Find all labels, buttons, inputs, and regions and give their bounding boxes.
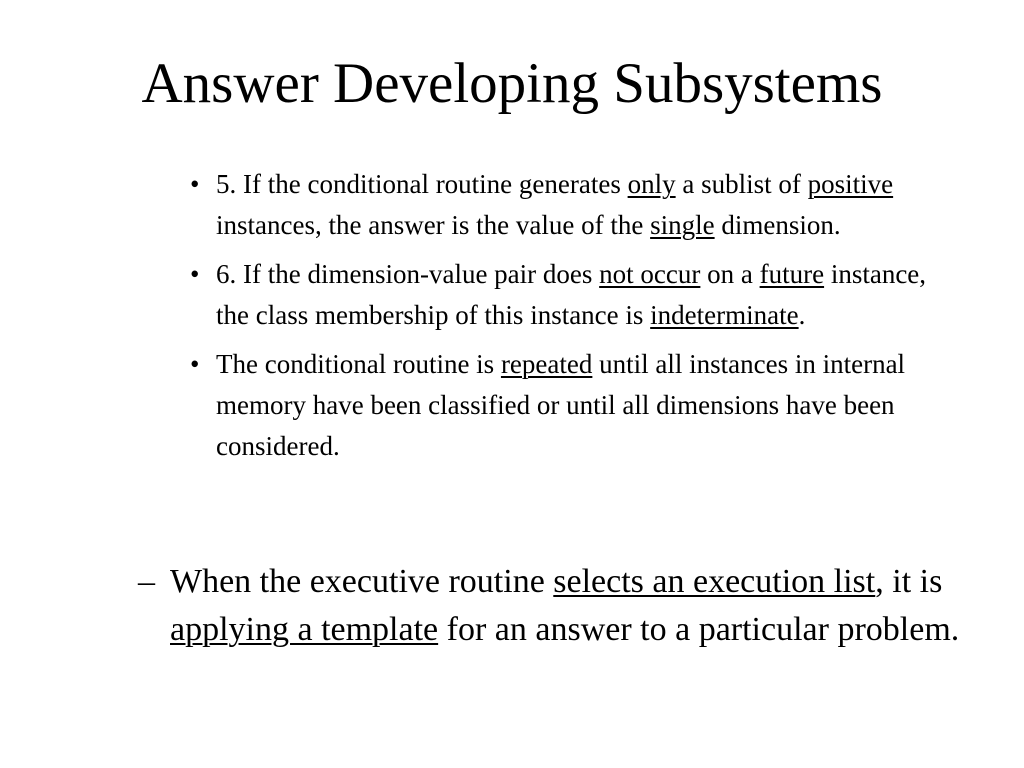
text-run: .	[798, 300, 806, 330]
slide-title: Answer Developing Subsystems	[141, 52, 883, 115]
text-run: , it is	[875, 563, 943, 600]
bullet-marker: •	[190, 169, 200, 199]
bullet-list	[190, 164, 950, 475]
text-run: a sublist of	[675, 169, 808, 199]
bullet-item	[190, 344, 950, 467]
underlined-text: indeterminate	[650, 300, 799, 330]
bullet-text	[216, 259, 926, 330]
dash-item	[138, 558, 990, 654]
underlined-text: applying a template	[170, 611, 439, 648]
text-run: instance, the class membership of this instance is	[216, 259, 927, 330]
bullet-item	[190, 164, 950, 246]
text-run: When the executive routine	[170, 563, 554, 600]
text-run: The conditional routine is	[216, 349, 501, 379]
underlined-text: single	[650, 210, 715, 240]
bullet-item	[190, 254, 950, 336]
bullet-text	[216, 169, 893, 240]
dash-item-text	[170, 563, 959, 648]
underlined-text: repeated	[500, 349, 593, 379]
underlined-text: future	[759, 259, 825, 289]
text-run: on a	[700, 259, 760, 289]
bullet-marker: •	[190, 349, 200, 379]
text-run: until all instances in internal memory have been classified or until all dimensions have been considered.	[216, 349, 906, 461]
dash-marker: –	[138, 563, 155, 600]
underlined-text: positive	[807, 169, 894, 199]
text-run: 5. If the conditional routine generates	[216, 169, 628, 199]
underlined-text: selects an execution list	[553, 563, 876, 600]
text-run: 6. If the dimension-value pair does	[216, 259, 600, 289]
text-run: for an answer to a particular problem.	[438, 611, 960, 648]
text-run: dimension.	[714, 210, 841, 240]
underlined-text: only	[627, 169, 676, 199]
text-run: instances, the answer is the value of the	[216, 210, 651, 240]
bullet-marker: •	[190, 259, 200, 289]
underlined-text: not occur	[599, 259, 701, 289]
bullet-text	[216, 349, 905, 461]
